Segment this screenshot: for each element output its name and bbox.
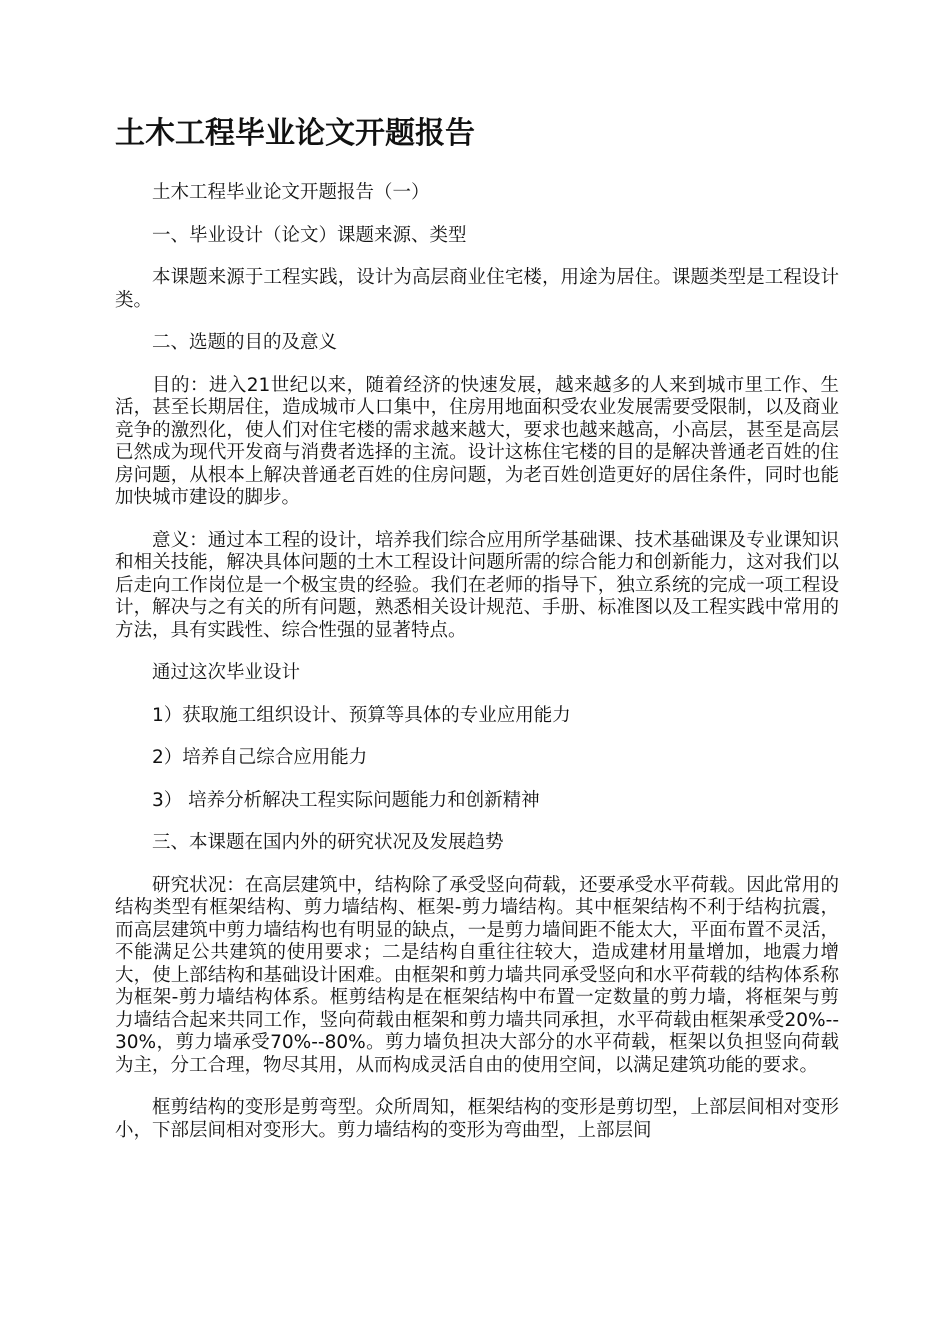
paragraph-topic-source: 本课题来源于工程实践，设计为高层商业住宅楼，用途为居住。课题类型是工程设计类。 (115, 267, 839, 311)
paragraph-section-1-heading: 一、毕业设计（论文）课题来源、类型 (152, 224, 467, 246)
paragraph-research-status: 研究状况：在高层建筑中，结构除了承受竖向荷载，还要承受水平荷载。因此常用的结构类型有框架结构、剪力墙结构、框架-剪力墙结构。其中框架结构不利于结构抗震，而高层建筑中剪力墙结构也有明显的缺点，一是剪力墙间距不能太大，平面布置不灵活，不能满足公共建筑的使用要求；二是结构自重往往较大，造成建材用量增加，地震力增大，使上部结构和基础设计困难。由框架和剪力墙共同承受竖向和水平荷载的结构体系称为框架-剪力墙结构体系。框剪结构是在框架结构中布置一定数量的剪力墙，将框架与剪力墙结合起来共同工作，竖向荷载由框架和剪力墙共同承担，水平荷载由框架承受20%--30%，剪力墙承受70%--80%。剪力墙负担决大部分的水平荷载，框架以负担竖向荷载为主，分工合理，物尽其用，从而构成灵活自由的使用空间，以满足建筑功能的要求。 (115, 874, 839, 1076)
list-item-2: 2）培养自己综合应用能力 (152, 747, 368, 768)
paragraph-section-3-heading: 三、本课题在国内外的研究状况及发展趋势 (152, 832, 504, 853)
list-item-3: 3） 培养分析解决工程实际问题能力和创新精神 (152, 789, 540, 811)
list-item-1: 1）获取施工组织设计、预算等具体的专业应用能力 (152, 704, 571, 726)
document-page (115, 112, 839, 1162)
paragraph-through-design: 通过这次毕业设计 (152, 662, 301, 683)
paragraph-section-2-heading: 二、选题的目的及意义 (152, 332, 338, 353)
paragraph-frame-shear-deformation: 框剪结构的变形是剪弯型。众所周知，框架结构的变形是剪切型，上部层间相对变形小，下部层间相对变形大。剪力墙结构的变形为弯曲型，上部层间 (115, 1097, 839, 1141)
document-title: 土木工程毕业论文开题报告 (115, 116, 475, 151)
paragraph-purpose: 目的：进入21世纪以来，随着经济的快速发展，越来越多的人来到城市里工作、生活，甚至长期居住，造成城市人口集中，住房用地面积受农业发展需要受限制，以及商业竞争的激烈化，使人们对住宅楼的需求越来越大，要求也越来越高，小高层，甚至是高层已然成为现代开发商与消费者选择的主流。设计这栋住宅楼的目的是解决普通老百姓的住房问题，从根本上解决普通老百姓的住房问题，为老百姓创造更好的居住条件，同时也能加快城市建设的脚步。 (115, 374, 839, 508)
paragraph-significance: 意义：通过本工程的设计，培养我们综合应用所学基础课、技术基础课及专业课知识和相关技能，解决具体问题的土木工程设计问题所需的综合能力和创新能力，这对我们以后走向工作岗位是一个极宝贵的经验。我们在老师的指导下，独立系统的完成一项工程设计，解决与之有关的所有问题，熟悉相关设计规范、手册、标准图以及工程实践中常用的方法，具有实践性、综合性强的显著特点。 (115, 529, 839, 641)
paragraph-report-heading: 土木工程毕业论文开题报告（一） (152, 182, 430, 203)
